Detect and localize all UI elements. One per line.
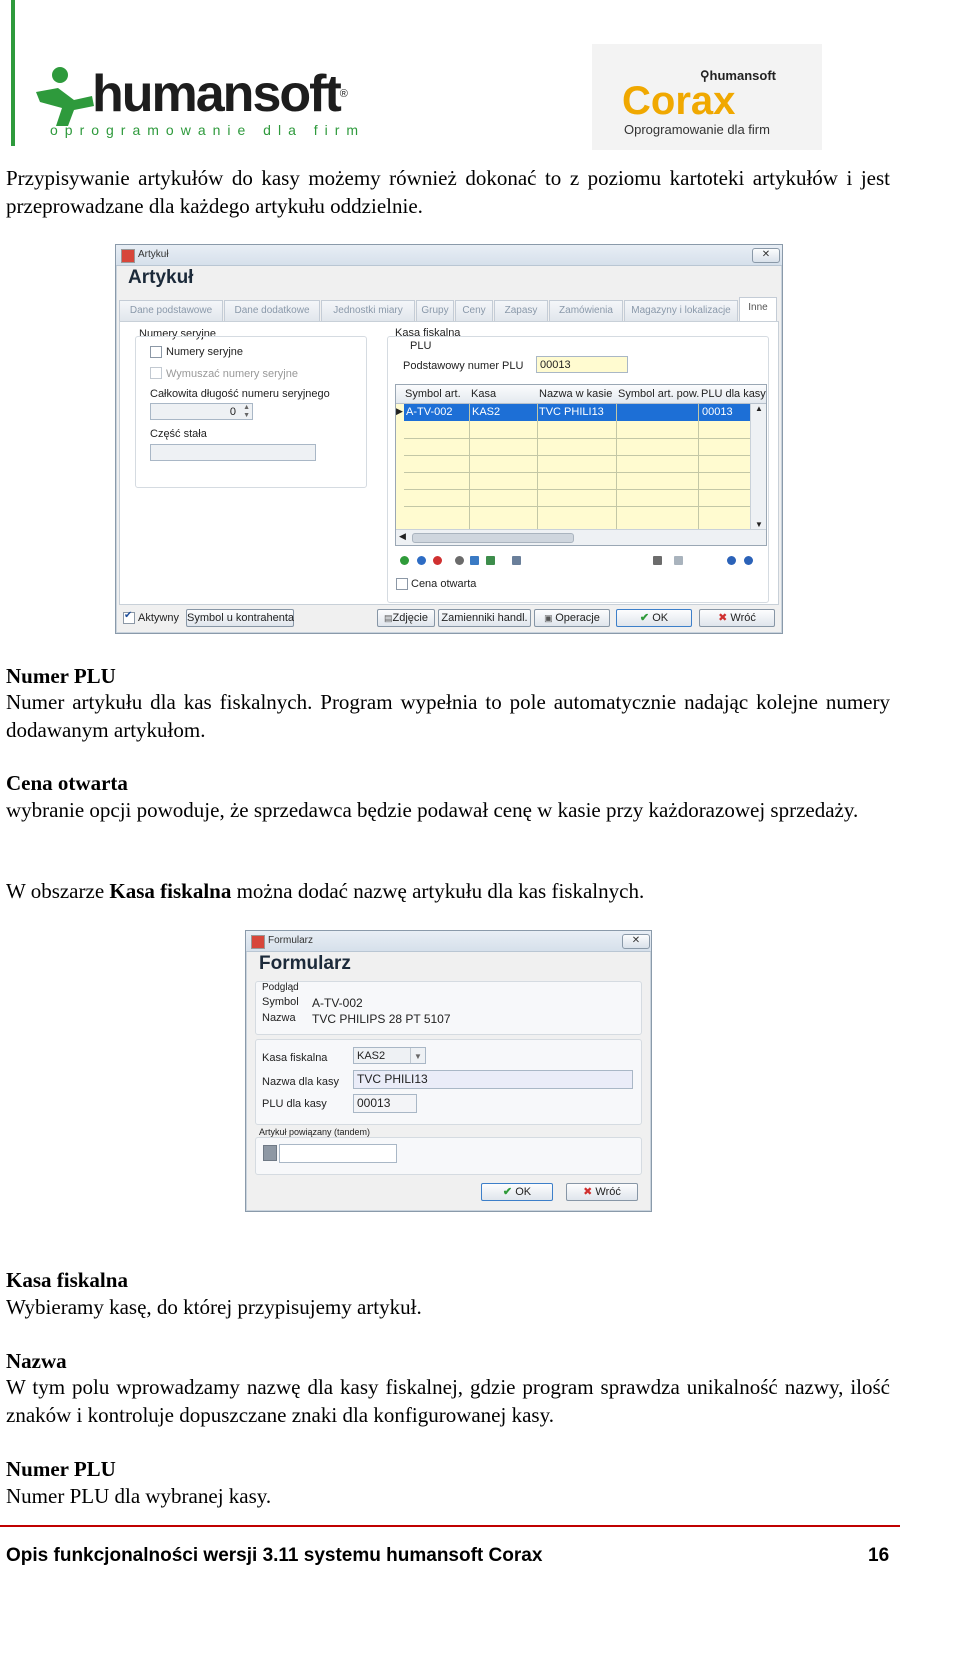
kasa-heading: Kasa fiskalna [6, 1268, 128, 1292]
tab-dane-podstawowe[interactable]: Dane podstawowe [119, 300, 223, 321]
col-nazwa[interactable]: Nazwa w kasie [539, 388, 613, 400]
nazwa-value: TVC PHILIPS 28 PT 5107 [312, 1012, 451, 1026]
czesc-stala-label: Część stała [150, 428, 207, 440]
wroc-button[interactable] [699, 609, 775, 627]
app-icon [121, 249, 135, 263]
corax-wordmark: Corax [622, 79, 736, 123]
tab-dane-dodatkowe[interactable]: Dane dodatkowe [224, 300, 320, 321]
ok-label: OK [652, 612, 669, 624]
formularz-window [245, 930, 652, 1212]
humansoft-logo [34, 62, 384, 144]
check-icon: ✔ [639, 612, 653, 624]
nazwa-label: Nazwa [262, 1012, 296, 1024]
row-pointer-icon: ▶ [396, 406, 403, 416]
tab-ceny[interactable]: Ceny [455, 300, 493, 321]
cancel-icon: ✖ [718, 612, 731, 624]
check-icon: ✔ [502, 1186, 516, 1198]
next-icon[interactable] [744, 556, 753, 565]
tab-inne[interactable]: Inne [739, 297, 777, 322]
grid-col-divider [469, 404, 470, 529]
copy-icon[interactable] [674, 556, 683, 565]
grid-toolbar [400, 554, 765, 568]
humansoft-figure-icon [34, 66, 96, 130]
obszar-text-after: można dodać nazwę artykułu dla kas fiskalnych. [231, 879, 645, 903]
vertical-scrollbar[interactable] [750, 404, 766, 529]
scroll-left-icon[interactable]: ◀ [399, 531, 406, 541]
columns-icon[interactable] [512, 556, 521, 565]
operacje-button[interactable] [534, 609, 610, 627]
col-kasa[interactable]: Kasa [471, 388, 497, 400]
aktywny-label: Aktywny [138, 612, 179, 624]
zdjecie-button[interactable] [377, 609, 435, 627]
grid-row-divider [404, 455, 750, 456]
horizontal-scrollbar[interactable] [396, 529, 766, 545]
grid-header [396, 385, 766, 404]
numery-seryjne-checkbox[interactable] [150, 346, 162, 358]
scroll-thumb[interactable] [412, 533, 574, 543]
close-icon[interactable]: ✕ [752, 248, 780, 263]
wymuszac-checkbox[interactable] [150, 367, 162, 379]
cell-nazwa: TVC PHILI13 [539, 406, 604, 418]
filter-icon[interactable] [470, 556, 479, 565]
scroll-down-icon[interactable]: ▼ [755, 520, 763, 529]
symbol-kontrahenta-button[interactable]: Symbol u kontrahenta [186, 609, 294, 627]
plu-text: Numer PLU dla wybranej kasy. [6, 1484, 272, 1508]
dlugosc-label: Całkowita długość numeru seryjnego [150, 388, 330, 400]
formularz-heading: Formularz [259, 953, 351, 974]
numery-seryjne-checkbox-label: Numery seryjne [166, 346, 244, 358]
grid-row-divider [404, 506, 750, 507]
chevron-down-icon[interactable]: ▼ [410, 1048, 425, 1063]
cell-kasa: KAS2 [472, 406, 501, 418]
artykul-window-title: Artykuł [138, 249, 169, 260]
numery-seryjne-group-label: Numery seryjne [139, 328, 217, 340]
export-icon[interactable] [486, 556, 495, 565]
ok-label: OK [515, 1186, 532, 1198]
artykul-window [115, 244, 783, 634]
nazwa-kasy-label: Nazwa dla kasy [262, 1076, 340, 1088]
corax-tagline: Oprogramowanie dla firm [624, 122, 770, 137]
grid-col-divider [537, 404, 538, 529]
corax-logo [592, 44, 822, 150]
tab-zamowienia[interactable]: Zamówienia [549, 300, 623, 321]
refresh-icon[interactable] [455, 556, 464, 565]
cena-otwarta-label: Cena otwarta [411, 578, 477, 590]
add-icon[interactable] [400, 556, 409, 565]
nazwa-heading: Nazwa [6, 1349, 67, 1373]
kasa-select[interactable] [353, 1047, 426, 1064]
symbol-value: A-TV-002 [312, 996, 363, 1010]
obszar-bold: Kasa fiskalna [109, 879, 232, 903]
dlugosc-value: 0 [229, 406, 236, 418]
kasa-text: Wybieramy kasę, do której przypisujemy artykuł. [6, 1295, 422, 1319]
podstawowy-plu-input[interactable]: 00013 [536, 356, 628, 373]
tab-magazyny[interactable]: Magazyny i lokalizacje [624, 300, 738, 321]
nazwa-kasy-input[interactable]: TVC PHILI13 [353, 1070, 633, 1089]
save-icon[interactable] [653, 556, 662, 565]
nazwa-text: W tym polu wprowadzamy nazwę dla kasy fiskalnej, gdzie program sprawdza unikalność nazwy, ilość znaków i kontroluje dopuszczane znaki dla konfigurowanej kasy. [6, 1375, 890, 1427]
close-icon[interactable]: ✕ [622, 934, 650, 949]
cena-otwarta-heading: Cena otwarta [6, 771, 128, 795]
humansoft-wordmark: humansoft [92, 65, 340, 123]
grid-col-divider [616, 404, 617, 529]
plu-heading: Numer PLU [6, 1457, 116, 1481]
tab-content-panel [119, 321, 779, 605]
wroc-button[interactable] [566, 1183, 638, 1201]
plu-kasy-input[interactable]: 00013 [353, 1094, 417, 1113]
tandem-label: Artykuł powiązany (tandem) [259, 1127, 371, 1137]
spinner-arrows-icon[interactable]: ▲ ▼ [243, 404, 250, 419]
ok-button[interactable] [616, 609, 692, 627]
prev-icon[interactable] [727, 556, 736, 565]
cell-symbol: A-TV-002 [406, 406, 453, 418]
cancel-icon: ✖ [583, 1186, 596, 1198]
wroc-label: Wróć [730, 612, 756, 624]
operacje-icon: ▣ [544, 613, 556, 623]
plu-group-label: PLU [410, 340, 432, 352]
grid-row-divider [404, 438, 750, 439]
tandem-input[interactable] [279, 1144, 397, 1163]
formularz-window-title: Formularz [268, 935, 314, 946]
cell-plu: 00013 [702, 406, 733, 418]
kasy-grid [395, 384, 767, 546]
formularz-titlebar [246, 931, 651, 952]
podstawowy-plu-label: Podstawowy numer PLU [403, 360, 524, 372]
grid-row-divider [404, 472, 750, 473]
tab-zapasy[interactable]: Zapasy [494, 300, 548, 321]
obszar-paragraph [6, 877, 941, 905]
col-symbol-pow[interactable]: Symbol art. pow. [618, 388, 700, 400]
page-number: 16 [868, 1545, 890, 1566]
cena-otwarta-checkbox[interactable] [396, 578, 408, 590]
scroll-up-icon[interactable]: ▲ [755, 404, 763, 413]
grid-col-divider [698, 404, 699, 529]
kasa-select-value: KAS2 [357, 1050, 386, 1062]
numer-plu-heading: Numer PLU [6, 664, 116, 688]
col-plu[interactable]: PLU dla kasy [701, 388, 766, 400]
footer-rule [0, 1525, 900, 1527]
podglad-label: Podgląd [262, 982, 299, 993]
ok-button[interactable] [481, 1183, 553, 1201]
cena-otwarta-text: wybranie opcji powoduje, że sprzedawca będzie podawał cenę w kasie przy każdorazowej sprzedaży. [6, 798, 859, 822]
corax-small-brand: humansoft [709, 68, 776, 83]
plu-kasy-label: PLU dla kasy [262, 1098, 327, 1110]
artykul-heading: Artykuł [128, 267, 194, 288]
zamienniki-button[interactable]: Zamienniki handl. [438, 609, 531, 627]
app-icon [251, 935, 265, 949]
corax-figure-icon: ⚲ [700, 68, 710, 83]
registered-mark: ® [339, 88, 346, 100]
zdjecie-label: Zdjęcie [392, 612, 428, 624]
tandem-picker-icon[interactable] [263, 1145, 277, 1161]
delete-icon[interactable] [433, 556, 442, 565]
photo-icon: ▤ [384, 613, 393, 623]
grid-row-divider [404, 489, 750, 490]
numer-plu-text: Numer artykułu dla kas fiskalnych. Program wypełnia to pole automatycznie nadając kolejne numery dodawanym artykułom. [6, 690, 890, 742]
humansoft-tagline: oprogramowanie dla firm [50, 122, 366, 138]
operacje-label: Operacje [555, 612, 600, 624]
tab-grupy[interactable]: Grupy [416, 300, 454, 321]
footer-title: Opis funkcjonalności wersji 3.11 systemu humansoft Corax [6, 1545, 543, 1566]
wroc-label: Wróć [595, 1186, 621, 1198]
symbol-label: Symbol [262, 996, 299, 1008]
artykul-titlebar [116, 245, 782, 266]
search-icon[interactable] [417, 556, 426, 565]
col-symbol[interactable]: Symbol art. [405, 388, 461, 400]
aktywny-checkbox[interactable]: ✔ [123, 612, 135, 624]
dlugosc-spinner[interactable] [150, 403, 253, 420]
wymuszac-checkbox-label: Wymuszać numery seryjne [166, 368, 298, 380]
kasa-fiskalna-group-label: Kasa fiskalna [395, 327, 461, 339]
czesc-stala-input[interactable] [150, 444, 316, 461]
obszar-text-before: W obszarze [6, 879, 110, 903]
header-accent-line [11, 0, 15, 146]
kasa-fiskalna-label: Kasa fiskalna [262, 1052, 328, 1064]
tab-jednostki-miary[interactable]: Jednostki miary [321, 300, 415, 321]
intro-paragraph: Przypisywanie artykułów do kasy możemy również dokonać to z poziomu kartoteki artykułów i jest przeprowadzane dla każdego artykułu oddzielnie. [6, 166, 890, 218]
